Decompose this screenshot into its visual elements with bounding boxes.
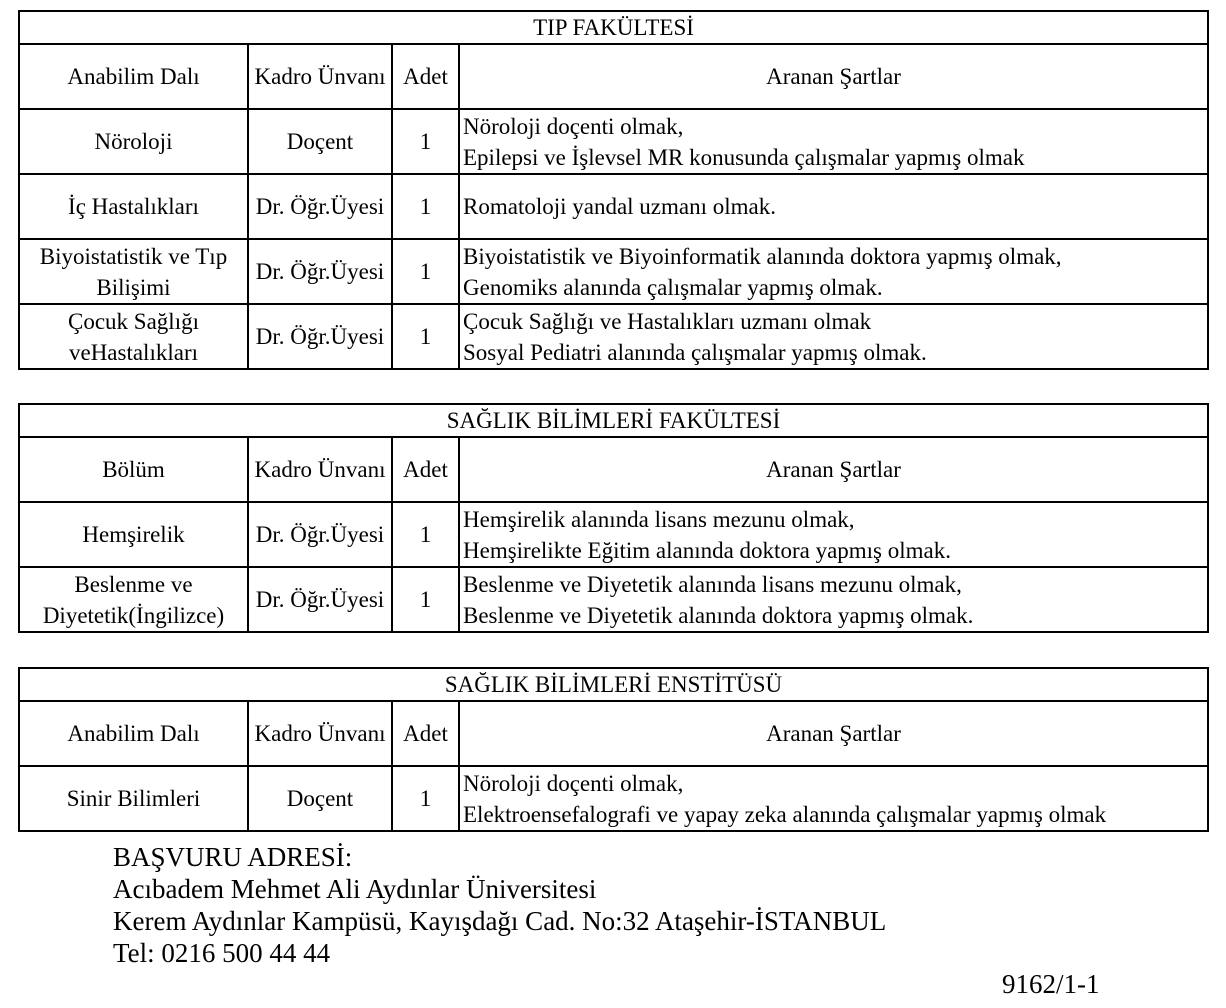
unit-cell: Nöroloji (19, 109, 248, 174)
position-cell: Doçent (248, 766, 392, 831)
header-title: Kadro Ünvanı (248, 437, 392, 502)
header-conditions: Aranan Şartlar (459, 44, 1208, 109)
header-count: Adet (392, 437, 459, 502)
header-unit: Bölüm (19, 437, 248, 502)
conditions-cell (459, 502, 1208, 567)
unit-cell: İç Hastalıkları (19, 174, 248, 239)
table-title: TIP FAKÜLTESİ (19, 11, 1208, 44)
table-row (19, 766, 1208, 831)
header-conditions: Aranan Şartlar (459, 701, 1208, 766)
table-header-row (19, 701, 1208, 766)
condition-line: Biyoistatistik ve Biyoinformatik alanında doktora yapmış olmak, (463, 243, 1062, 269)
count-cell: 1 (392, 766, 459, 831)
position-cell: Dr. Öğr.Üyesi (248, 567, 392, 632)
address-university: Acıbadem Mehmet Ali Aydınlar Üniversitesi (113, 874, 597, 904)
unit-cell: Biyoistatistik ve Tıp Bilişimi (19, 239, 248, 304)
address-street: Kerem Aydınlar Kampüsü, Kayışdağı Cad. No:32 Ataşehir-İSTANBUL (113, 906, 887, 936)
condition-line: Elektroensefalografi ve yapay zeka alanında çalışmalar yapmış olmak (463, 801, 1107, 827)
count-cell: 1 (392, 239, 459, 304)
conditions-cell (459, 304, 1208, 369)
table-title: SAĞLIK BİLİMLERİ FAKÜLTESİ (19, 404, 1208, 437)
header-unit: Anabilim Dalı (19, 44, 248, 109)
header-title: Kadro Ünvanı (248, 44, 392, 109)
conditions-cell (459, 567, 1208, 632)
table-row (19, 174, 1208, 239)
table-row (19, 567, 1208, 632)
unit-cell: Sinir Bilimleri (19, 766, 248, 831)
application-address (113, 841, 886, 969)
address-heading: BAŞVURU ADRESİ: (113, 842, 353, 872)
header-conditions: Aranan Şartlar (459, 437, 1208, 502)
header-unit: Anabilim Dalı (19, 701, 248, 766)
conditions-cell (459, 766, 1208, 831)
unit-cell: Beslenme ve Diyetetik(İngilizce) (19, 567, 248, 632)
condition-line: Hemşirelikte Eğitim alanında doktora yapmış olmak. (463, 537, 951, 563)
condition-line: Beslenme ve Diyetetik alanında doktora yapmış olmak. (463, 602, 974, 628)
condition-line: Epilepsi ve İşlevsel MR konusunda çalışmalar yapmış olmak (463, 144, 1025, 170)
institute-table-health-sciences (18, 667, 1209, 832)
table-row (19, 239, 1208, 304)
condition-line: Çocuk Sağlığı ve Hastalıkları uzmanı olmak (463, 308, 872, 334)
header-count: Adet (392, 701, 459, 766)
condition-line: Nöroloji doçenti olmak, (463, 113, 684, 139)
faculty-table-medicine (18, 10, 1209, 370)
condition-line: Sosyal Pediatri alanında çalışmalar yapmış olmak. (463, 339, 927, 365)
table-row (19, 109, 1208, 174)
address-phone: Tel: 0216 500 44 44 (113, 938, 331, 968)
unit-cell: Hemşirelik (19, 502, 248, 567)
count-cell: 1 (392, 502, 459, 567)
unit-cell: Çocuk Sağlığı veHastalıkları (19, 304, 248, 369)
position-cell: Dr. Öğr.Üyesi (248, 239, 392, 304)
table-header-row (19, 437, 1208, 502)
position-cell: Doçent (248, 109, 392, 174)
count-cell: 1 (392, 304, 459, 369)
reference-number: 9162/1-1 (1002, 969, 1100, 999)
faculty-table-health-sciences (18, 403, 1209, 633)
table-row (19, 304, 1208, 369)
table-header-row (19, 44, 1208, 109)
conditions-cell (459, 239, 1208, 304)
position-cell: Dr. Öğr.Üyesi (248, 174, 392, 239)
condition-line: Romatoloji yandal uzmanı olmak. (463, 194, 776, 219)
conditions-cell (459, 174, 1208, 239)
table-title: SAĞLIK BİLİMLERİ ENSTİTÜSÜ (19, 668, 1208, 701)
header-title: Kadro Ünvanı (248, 701, 392, 766)
condition-line: Nöroloji doçenti olmak, (463, 770, 684, 796)
header-count: Adet (392, 44, 459, 109)
count-cell: 1 (392, 567, 459, 632)
count-cell: 1 (392, 109, 459, 174)
conditions-cell (459, 109, 1208, 174)
condition-line: Hemşirelik alanında lisans mezunu olmak, (463, 506, 855, 532)
condition-line: Beslenme ve Diyetetik alanında lisans mezunu olmak, (463, 571, 962, 597)
position-cell: Dr. Öğr.Üyesi (248, 304, 392, 369)
count-cell: 1 (392, 174, 459, 239)
position-cell: Dr. Öğr.Üyesi (248, 502, 392, 567)
table-row (19, 502, 1208, 567)
condition-line: Genomiks alanında çalışmalar yapmış olmak. (463, 274, 883, 300)
